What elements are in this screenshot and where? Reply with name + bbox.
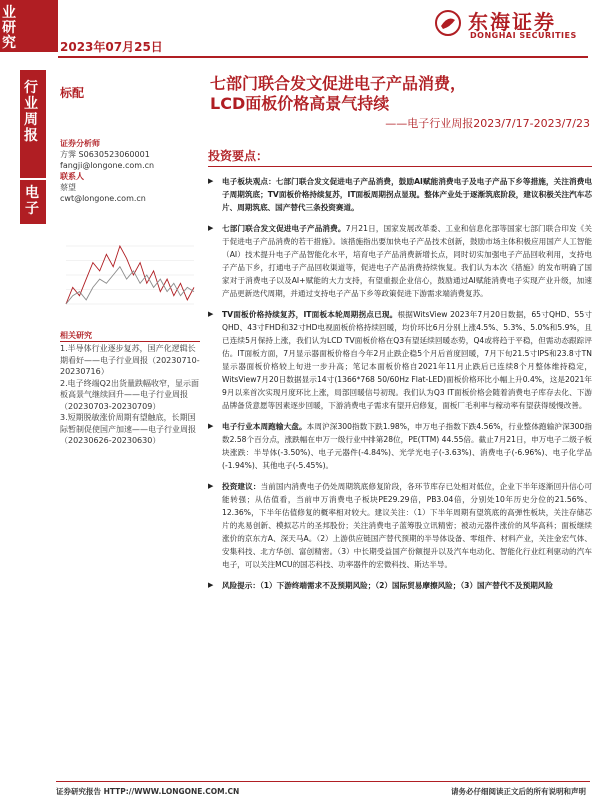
point-body: 本周沪深300指数下跌1.98%，申万电子指数下跌4.56%，行业整体跑输沪深300指数2.58个百分点，涨跌幅在申万一级行业中排第28位，PE(TTM) 44.55倍。截止7月21日，申万电子二级子板块涨跌：半导体(-3.50%)、电子元器件(-4.84%)、光学光电子(-3.63%)、消费电子(-6.96%)、电子化学品(-1.94%)、其他电子(-5.45%)。 [222,422,593,470]
logo-icon [434,9,462,37]
point-item [208,222,592,300]
points-heading: 投资要点： [208,149,269,163]
page-title-line1: 七部门联合发文促进电子产品消费， [210,74,467,93]
point-body: 7月21日，国家发展改革委、工业和信息化部等国家七部门联合印发《关于促进电子产品消费的若干措施》。该措施指出要加快电子产品技术创新，鼓励市场主体积极应用国产人工智能（AI）技术提升电子产品智能化水平，培育电子产品消费新增长点，同时切实加强电子产品回收利用，支持电子产品下乡，打通电子产品回收渠道等，促进电子产品消费持续恢复。我们认为本次《措施》的发布明确了国家对于消费电子以及AI+赋能的大力支持，有望重振企业信心，鼓励通过AI赋能消费电子实现产业升级，加速产品更新迭代周期，并通过支持电子产品下乡等政策促进下游需求端消费复苏。 [222,224,592,298]
analyst-name: 方霁 [60,150,76,159]
related-research-list [60,343,200,447]
report-date: 2023年07月25日 [60,40,163,54]
points-divider [208,166,592,167]
point-lead: 风险提示： [222,581,260,590]
footer-website[interactable]: 证券研究报告 HTTP://WWW.LONGONE.COM.CN [56,787,240,796]
contact-name: 蔡望 [60,183,76,192]
point-lead: 七部门联合发文促进电子产品消费。 [222,224,346,233]
page-subtitle: ——电子行业周报2023/7/17-2023/7/23 [385,117,590,130]
banner-text: 业研究 [2,5,16,51]
footer-disclaimer: 请务必仔细阅读正文后的所有说明和声明 [451,787,586,796]
contact-heading: 联系人 [60,172,84,181]
point-body: 根据WitsView 2023年7月20日数据，65寸QHD、55寸QHD、43寸FHD和32寸HD电视面板价格持续回暖，均价环比6月分别上涨4.5%、5.3%、5.0%和5.9%，且已连续5月保持上涨，我们认为LCD TV面板价格在Q3有望延续回暖态势，Q4或将趋于平稳，但需动态跟踪评估。IT面板方面，7月显示器面板价格自今年2月止跌企稳5个月后首度回暖，7月下旬21.5寸IPS和23.8寸TN显示器面板价格较上旬进一步升高；笔记本面板价格自2021年11月止跌后已连续8个月整体维持稳定，WitsView7月20日数据显示14寸(1366*768 50/60Hz Flat-LED)面板价格环比小幅上升0.4%，这是2021年9月以来首次实现月度环比上涨，局部回暖信号初现。我们认为Q3 IT面板价格会随着消费电子库存去化、下游品牌备货意愿等因素逐步回暖，下游消费电子需求有望开启修复，面板厂毛利率与稼动率有望获得缓慢改善。 [222,310,592,410]
analyst-heading: 证券分析师 [60,139,100,148]
related-item[interactable]: 1.半导体行业逐步复苏，国产化逻辑长期看好——电子行业周报（20230710-20230716） [60,344,200,376]
index-trend-chart [60,240,200,310]
footer-divider [56,781,590,782]
sector-label: 电子 [25,185,39,217]
industry-rating: 标配 [60,86,85,100]
logo-cn-text: 东海证券 [468,10,556,34]
analyst-license: S0630523060001 [78,150,150,159]
point-lead: TV面板价格持续复苏，IT面板本轮周期拐点已现。 [222,310,398,319]
analyst-email[interactable]: fangji@longone.com.cn [60,161,155,170]
title-block [200,74,590,131]
logo-en-text: DONGHAI SECURITIES [470,31,577,40]
related-research-heading: 相关研究 [60,330,200,342]
point-lead: 电子板块观点：七部门联合发文促进电子产品消费，鼓励AI赋能消费电子及电子产品下乡等措施，关注消费电子周期筑底；TV面板价格持续复苏，IT面板周期拐点显现。整体产业处于逐渐筑底阶段，建议积极关注汽车芯片、周期筑底、国产替代三条投资赛道。 [222,177,592,212]
point-item [208,420,592,472]
point-item [208,480,592,571]
header-banner [0,0,58,52]
point-item [208,579,592,592]
point-item [208,308,592,412]
point-item [208,175,592,214]
company-logo [434,6,594,42]
point-body: （1）下游终端需求不及预期风险；（2）国际贸易摩擦风险；（3）国产替代不及预期风险 [259,581,553,590]
header-divider [58,56,588,58]
point-lead: 投资建议： [222,482,261,491]
contact-email[interactable]: cwt@longone.com.cn [60,194,146,203]
sector-tab [20,178,46,224]
page-title-line2: LCD面板价格高景气持续 [210,94,390,113]
analyst-block [60,138,200,204]
related-item[interactable]: 2.电子终端Q2出货量跌幅收窄，显示面板高景气继续回升——电子行业周报（20230703-20230709） [60,378,200,411]
point-body: 当前国内消费电子仍处周期筑底修复阶段，各环节库存已处相对低位，企业下半年逐渐回升信心可能转强；从估值看，当前申万消费电子板块PE29.29倍，PB3.04倍，分别处10年历史分位的21.56%、12.36%，下半年估值修复的概率相对较大。建议关注：（1）下半年周期有望筑底的高弹性板块，关注存储芯片的兆易创新、模拟芯片的圣邦股份；关注消费电子蓝筹股立讯精密；被动元器件涨价的风华高科；面板继续涨价的京东方A、深天马A。（2）上游供应链国产替代预期的半导体设备、零组件、材料产业，关注金宏气体、安集科技、北方华创、富创精密。（3）中长期受益国产份额提升以及汽车电动化、智能化行业红利驱动的汽车电子，可以关注MCU的国芯科技、功率器件的宏微科技、斯达半导。 [222,482,593,569]
report-type-label: 行业周报 [24,80,38,144]
related-item[interactable]: 3.短期脱敏涨价周期有望触底，长期国际暂制促使国产加速——电子行业周报（20230626-20230630） [60,413,196,445]
investment-points [208,148,592,600]
point-lead: 电子行业本周跑输大盘。 [222,422,307,431]
